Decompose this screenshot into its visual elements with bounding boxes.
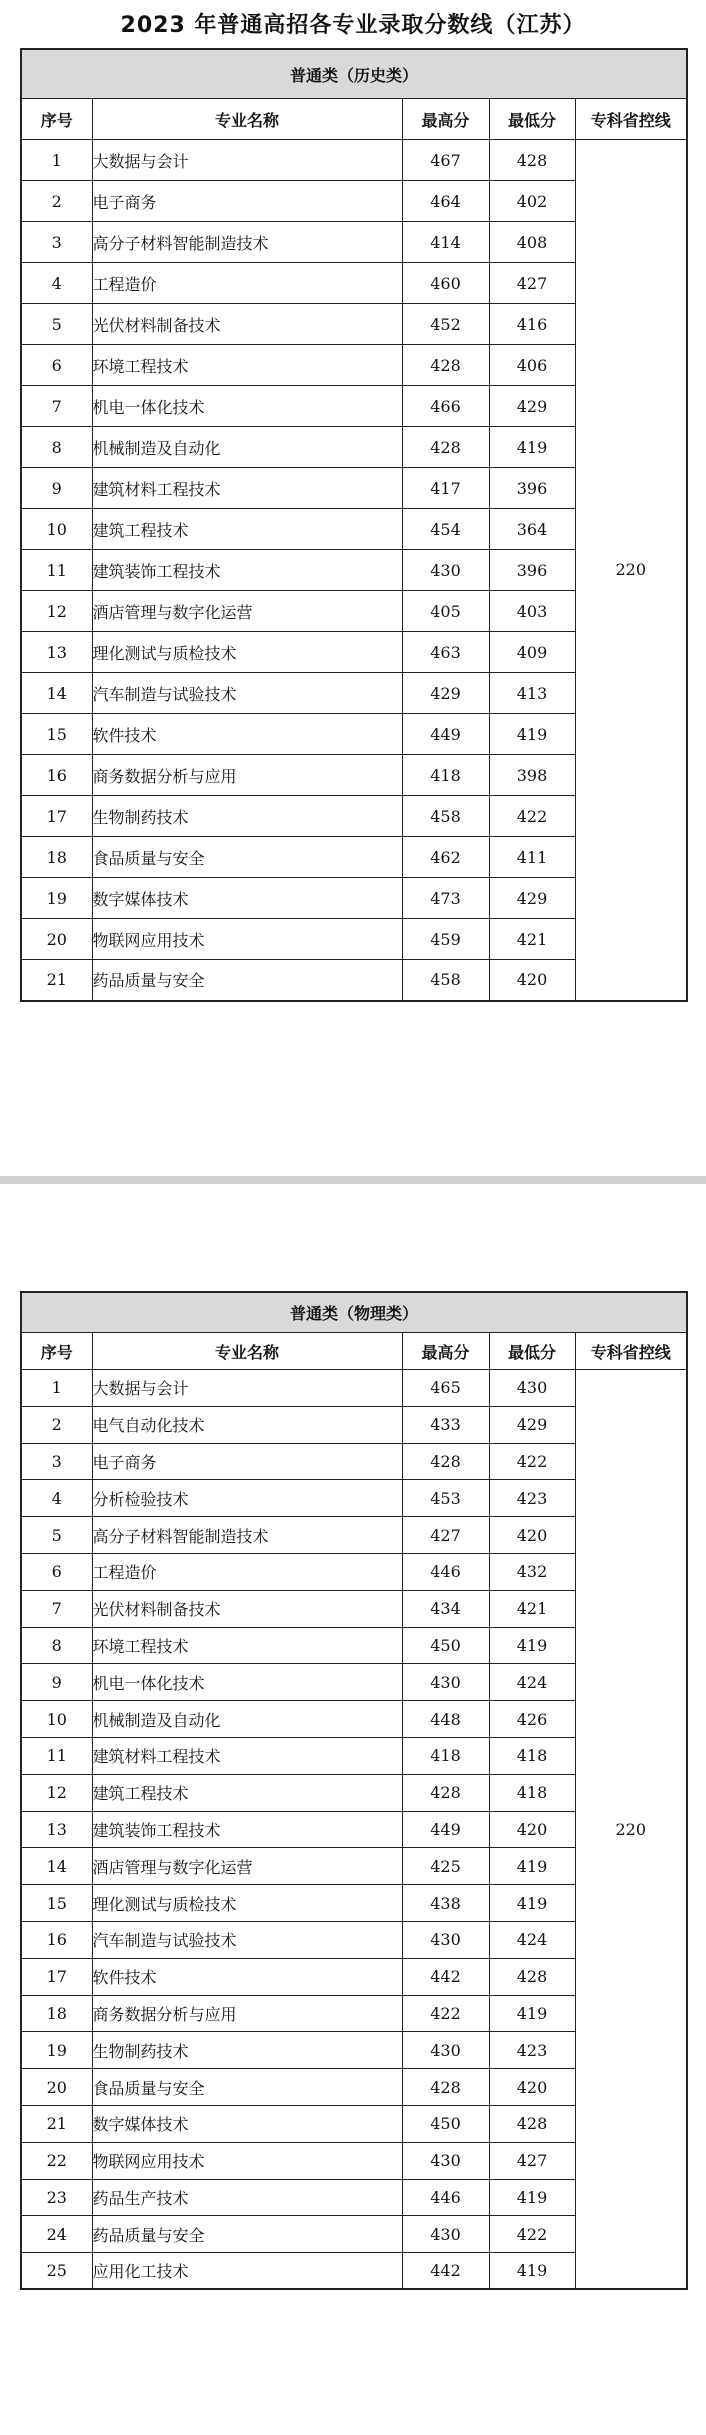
- row-index: 6: [21, 1553, 92, 1590]
- row-index: 11: [21, 550, 92, 591]
- major-name: 软件技术: [92, 1958, 402, 1995]
- major-name: 酒店管理与数字化运营: [92, 1848, 402, 1885]
- major-name: 环境工程技术: [92, 1627, 402, 1664]
- major-name: 食品质量与安全: [92, 2069, 402, 2106]
- history-score-table: [20, 48, 688, 1002]
- row-index: 2: [21, 1406, 92, 1443]
- min-score: 429: [489, 1406, 575, 1443]
- category-header: 普通类（历史类）: [21, 49, 687, 99]
- col-major-header: 专业名称: [92, 99, 402, 140]
- row-index: 12: [21, 591, 92, 632]
- row-index: 21: [21, 2105, 92, 2142]
- max-score: 430: [402, 1921, 489, 1958]
- max-score: 418: [402, 755, 489, 796]
- major-name: 生物制药技术: [92, 796, 402, 837]
- row-index: 10: [21, 1701, 92, 1738]
- major-name: 电气自动化技术: [92, 1406, 402, 1443]
- min-score: 396: [489, 550, 575, 591]
- col-min-header: 最低分: [489, 1333, 575, 1370]
- max-score: 449: [402, 1811, 489, 1848]
- row-index: 4: [21, 1480, 92, 1517]
- max-score: 450: [402, 1627, 489, 1664]
- major-name: 高分子材料智能制造技术: [92, 222, 402, 263]
- col-control-header: 专科省控线: [575, 99, 687, 140]
- max-score: 433: [402, 1406, 489, 1443]
- major-name: 建筑装饰工程技术: [92, 550, 402, 591]
- major-name: 机械制造及自动化: [92, 427, 402, 468]
- min-score: 426: [489, 1701, 575, 1738]
- min-score: 429: [489, 878, 575, 919]
- major-name: 数字媒体技术: [92, 878, 402, 919]
- max-score: 430: [402, 2216, 489, 2253]
- min-score: 419: [489, 714, 575, 755]
- min-score: 398: [489, 755, 575, 796]
- max-score: 430: [402, 550, 489, 591]
- category-header: 普通类（物理类）: [21, 1292, 687, 1333]
- min-score: 422: [489, 2216, 575, 2253]
- row-index: 20: [21, 2069, 92, 2106]
- col-min-header: 最低分: [489, 99, 575, 140]
- min-score: 420: [489, 1811, 575, 1848]
- max-score: 429: [402, 673, 489, 714]
- col-max-header: 最高分: [402, 99, 489, 140]
- max-score: 442: [402, 2253, 489, 2290]
- max-score: 460: [402, 263, 489, 304]
- max-score: 452: [402, 304, 489, 345]
- row-index: 23: [21, 2179, 92, 2216]
- col-control-header: 专科省控线: [575, 1333, 687, 1370]
- min-score: 420: [489, 1517, 575, 1554]
- min-score: 422: [489, 796, 575, 837]
- max-score: 464: [402, 181, 489, 222]
- major-name: 机械制造及自动化: [92, 1701, 402, 1738]
- min-score: 424: [489, 1664, 575, 1701]
- row-index: 9: [21, 468, 92, 509]
- min-score: 406: [489, 345, 575, 386]
- major-name: 理化测试与质检技术: [92, 1885, 402, 1922]
- min-score: 428: [489, 2105, 575, 2142]
- row-index: 7: [21, 1590, 92, 1627]
- min-score: 420: [489, 2069, 575, 2106]
- row-index: 17: [21, 1958, 92, 1995]
- row-index: 9: [21, 1664, 92, 1701]
- major-name: 电子商务: [92, 181, 402, 222]
- major-name: 建筑工程技术: [92, 1774, 402, 1811]
- table-row: [21, 1370, 687, 1407]
- row-index: 3: [21, 222, 92, 263]
- min-score: 428: [489, 1958, 575, 1995]
- row-index: 21: [21, 960, 92, 1001]
- min-score: 430: [489, 1370, 575, 1407]
- max-score: 430: [402, 2032, 489, 2069]
- major-name: 汽车制造与试验技术: [92, 1921, 402, 1958]
- min-score: 427: [489, 263, 575, 304]
- row-index: 2: [21, 181, 92, 222]
- row-index: 4: [21, 263, 92, 304]
- max-score: 428: [402, 2069, 489, 2106]
- min-score: 421: [489, 919, 575, 960]
- max-score: 427: [402, 1517, 489, 1554]
- major-name: 光伏材料制备技术: [92, 1590, 402, 1627]
- row-index: 17: [21, 796, 92, 837]
- max-score: 473: [402, 878, 489, 919]
- row-index: 12: [21, 1774, 92, 1811]
- max-score: 425: [402, 1848, 489, 1885]
- min-score: 411: [489, 837, 575, 878]
- max-score: 449: [402, 714, 489, 755]
- control-line-value: 220: [575, 1370, 687, 2290]
- row-index: 18: [21, 1995, 92, 2032]
- major-name: 工程造价: [92, 263, 402, 304]
- col-index-header: 序号: [21, 99, 92, 140]
- min-score: 420: [489, 960, 575, 1001]
- max-score: 428: [402, 1774, 489, 1811]
- row-index: 8: [21, 1627, 92, 1664]
- max-score: 462: [402, 837, 489, 878]
- min-score: 432: [489, 1553, 575, 1590]
- max-score: 466: [402, 386, 489, 427]
- max-score: 458: [402, 796, 489, 837]
- max-score: 454: [402, 509, 489, 550]
- row-index: 20: [21, 919, 92, 960]
- table-row: [21, 140, 687, 181]
- min-score: 419: [489, 1995, 575, 2032]
- row-index: 11: [21, 1737, 92, 1774]
- max-score: 428: [402, 1443, 489, 1480]
- max-score: 434: [402, 1590, 489, 1627]
- min-score: 419: [489, 1848, 575, 1885]
- max-score: 453: [402, 1480, 489, 1517]
- major-name: 酒店管理与数字化运营: [92, 591, 402, 632]
- row-index: 19: [21, 2032, 92, 2069]
- row-index: 15: [21, 1885, 92, 1922]
- page-title: 2023 年普通高招各专业录取分数线（江苏）: [120, 13, 586, 38]
- major-name: 生物制药技术: [92, 2032, 402, 2069]
- row-index: 22: [21, 2142, 92, 2179]
- max-score: 428: [402, 427, 489, 468]
- min-score: 419: [489, 2253, 575, 2290]
- major-name: 软件技术: [92, 714, 402, 755]
- control-line-value: 220: [575, 140, 687, 1001]
- min-score: 421: [489, 1590, 575, 1627]
- section-divider: [0, 1176, 706, 1184]
- major-name: 机电一体化技术: [92, 386, 402, 427]
- row-index: 14: [21, 1848, 92, 1885]
- max-score: 430: [402, 1664, 489, 1701]
- major-name: 应用化工技术: [92, 2253, 402, 2290]
- row-index: 5: [21, 1517, 92, 1554]
- min-score: 416: [489, 304, 575, 345]
- max-score: 422: [402, 1995, 489, 2032]
- max-score: 446: [402, 2179, 489, 2216]
- major-name: 电子商务: [92, 1443, 402, 1480]
- max-score: 414: [402, 222, 489, 263]
- major-name: 工程造价: [92, 1553, 402, 1590]
- min-score: 423: [489, 1480, 575, 1517]
- max-score: 467: [402, 140, 489, 181]
- row-index: 16: [21, 1921, 92, 1958]
- row-index: 13: [21, 1811, 92, 1848]
- max-score: 417: [402, 468, 489, 509]
- min-score: 418: [489, 1774, 575, 1811]
- major-name: 食品质量与安全: [92, 837, 402, 878]
- major-name: 大数据与会计: [92, 140, 402, 181]
- row-index: 14: [21, 673, 92, 714]
- major-name: 大数据与会计: [92, 1370, 402, 1407]
- min-score: 403: [489, 591, 575, 632]
- major-name: 高分子材料智能制造技术: [92, 1517, 402, 1554]
- row-index: 18: [21, 837, 92, 878]
- major-name: 环境工程技术: [92, 345, 402, 386]
- row-index: 7: [21, 386, 92, 427]
- min-score: 424: [489, 1921, 575, 1958]
- major-name: 商务数据分析与应用: [92, 1995, 402, 2032]
- major-name: 药品生产技术: [92, 2179, 402, 2216]
- major-name: 物联网应用技术: [92, 2142, 402, 2179]
- max-score: 459: [402, 919, 489, 960]
- max-score: 448: [402, 1701, 489, 1738]
- major-name: 理化测试与质检技术: [92, 632, 402, 673]
- max-score: 446: [402, 1553, 489, 1590]
- max-score: 442: [402, 1958, 489, 1995]
- major-name: 药品质量与安全: [92, 2216, 402, 2253]
- min-score: 419: [489, 1627, 575, 1664]
- min-score: 402: [489, 181, 575, 222]
- row-index: 3: [21, 1443, 92, 1480]
- min-score: 427: [489, 2142, 575, 2179]
- row-index: 25: [21, 2253, 92, 2290]
- min-score: 422: [489, 1443, 575, 1480]
- max-score: 450: [402, 2105, 489, 2142]
- max-score: 428: [402, 345, 489, 386]
- max-score: 465: [402, 1370, 489, 1407]
- major-name: 汽车制造与试验技术: [92, 673, 402, 714]
- max-score: 458: [402, 960, 489, 1001]
- major-name: 机电一体化技术: [92, 1664, 402, 1701]
- row-index: 1: [21, 140, 92, 181]
- max-score: 405: [402, 591, 489, 632]
- max-score: 463: [402, 632, 489, 673]
- major-name: 数字媒体技术: [92, 2105, 402, 2142]
- max-score: 438: [402, 1885, 489, 1922]
- major-name: 分析检验技术: [92, 1480, 402, 1517]
- major-name: 药品质量与安全: [92, 960, 402, 1001]
- min-score: 409: [489, 632, 575, 673]
- row-index: 1: [21, 1370, 92, 1407]
- min-score: 419: [489, 1885, 575, 1922]
- max-score: 418: [402, 1737, 489, 1774]
- row-index: 19: [21, 878, 92, 919]
- row-index: 6: [21, 345, 92, 386]
- row-index: 10: [21, 509, 92, 550]
- physics-score-table: [20, 1291, 688, 2290]
- major-name: 建筑材料工程技术: [92, 468, 402, 509]
- min-score: 428: [489, 140, 575, 181]
- min-score: 429: [489, 386, 575, 427]
- row-index: 16: [21, 755, 92, 796]
- row-index: 5: [21, 304, 92, 345]
- min-score: 423: [489, 2032, 575, 2069]
- row-index: 13: [21, 632, 92, 673]
- row-index: 8: [21, 427, 92, 468]
- min-score: 419: [489, 2179, 575, 2216]
- major-name: 商务数据分析与应用: [92, 755, 402, 796]
- min-score: 408: [489, 222, 575, 263]
- major-name: 建筑材料工程技术: [92, 1737, 402, 1774]
- min-score: 418: [489, 1737, 575, 1774]
- major-name: 建筑工程技术: [92, 509, 402, 550]
- col-index-header: 序号: [21, 1333, 92, 1370]
- col-major-header: 专业名称: [92, 1333, 402, 1370]
- major-name: 物联网应用技术: [92, 919, 402, 960]
- min-score: 419: [489, 427, 575, 468]
- row-index: 24: [21, 2216, 92, 2253]
- min-score: 364: [489, 509, 575, 550]
- row-index: 15: [21, 714, 92, 755]
- major-name: 建筑装饰工程技术: [92, 1811, 402, 1848]
- max-score: 430: [402, 2142, 489, 2179]
- major-name: 光伏材料制备技术: [92, 304, 402, 345]
- min-score: 396: [489, 468, 575, 509]
- col-max-header: 最高分: [402, 1333, 489, 1370]
- min-score: 413: [489, 673, 575, 714]
